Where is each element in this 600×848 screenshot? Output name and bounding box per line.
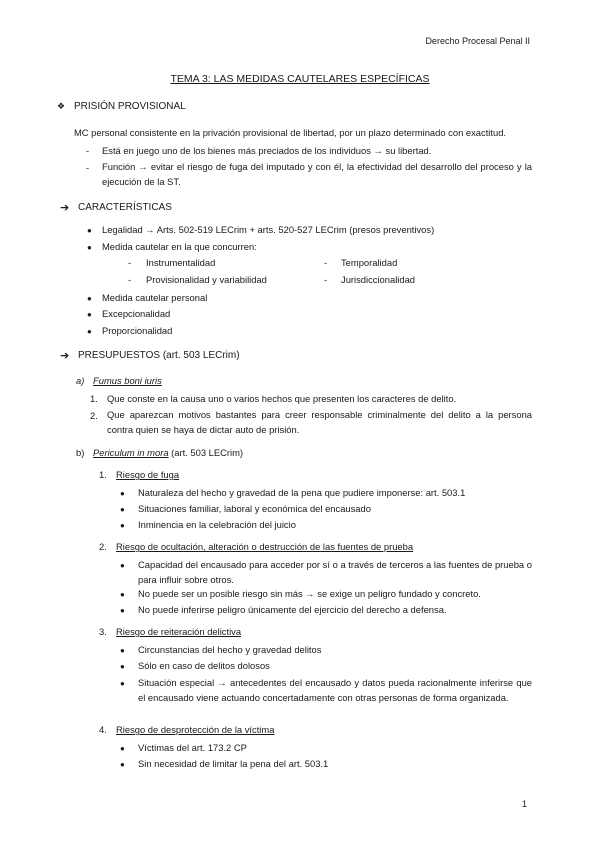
bullet-icon: ●: [87, 226, 92, 235]
list-item: Medida cautelar personal: [102, 292, 208, 303]
list-item: Excepcionalidad: [102, 308, 171, 319]
item-number: 1.: [99, 469, 107, 480]
section-heading-prision: PRISIÓN PROVISIONAL: [74, 101, 186, 112]
dash-icon: -: [324, 257, 328, 268]
list-item: Víctimas del art. 173.2 CP: [138, 742, 247, 753]
page-number: 1: [522, 799, 528, 809]
list-item: Provisionalidad y variabilidad: [146, 274, 267, 285]
list-item: Legalidad → Arts. 502-519 LECrim + arts. 520-527 LECrim (presos preventivos): [102, 224, 435, 235]
dash-icon: -: [86, 145, 90, 156]
bullet-icon: ●: [120, 521, 125, 530]
bullet-icon: ●: [120, 646, 125, 655]
item-number: 3.: [99, 626, 107, 637]
list-item: Naturaleza del hecho y gravedad de la pena que pudiere imponerse: art. 503.1: [138, 487, 466, 498]
list-item: Sin necesidad de limitar la pena del art. 503.1: [138, 758, 329, 769]
bullet-icon: ●: [87, 294, 92, 303]
item-number: 2.: [90, 410, 98, 421]
periculum-ref: (art. 503 LECrim): [168, 447, 244, 458]
bullet-icon: ●: [120, 606, 125, 615]
periculum-title: Periculum in mora: [93, 447, 169, 458]
dash-icon: -: [324, 274, 328, 285]
bullet-icon: ●: [120, 489, 125, 498]
list-item: Sólo en caso de delitos dolosos: [138, 660, 270, 671]
arrow-icon: ➔: [60, 202, 70, 214]
section-heading-caracteristicas: CARACTERÍSTICAS: [78, 202, 172, 213]
bullet-icon: ●: [120, 561, 125, 570]
item-number: 2.: [99, 541, 107, 552]
list-item: Circunstancias del hecho y gravedad delitos: [138, 644, 322, 655]
item-number: 4.: [99, 724, 107, 735]
header-course: Derecho Procesal Penal II: [425, 36, 530, 46]
bullet-icon: ●: [120, 662, 125, 671]
riesgo-title: Riesgo de desprotección de la víctima: [116, 724, 275, 735]
list-item: Capacidad del encausado para acceder por sí o a través de terceros a las fuentes de prueba o para influir sobre otros.: [138, 559, 532, 585]
bullet-icon: ●: [120, 505, 125, 514]
list-item: No puede inferirse peligro únicamente del ejercicio del derecho a defensa.: [138, 604, 447, 615]
list-item: Instrumentalidad: [146, 257, 216, 268]
list-item: Función → evitar el riesgo de fuga del imputado y con él, la efectividad del desarrollo del proceso y la ejecución de la ST.: [102, 161, 532, 187]
subsection-label: b): [76, 447, 85, 458]
subsection-title-periculum: [93, 447, 243, 458]
list-item: Proporcionalidad: [102, 325, 173, 336]
list-item: Inminencia en la celebración del juicio: [138, 519, 296, 530]
bullet-icon: ●: [120, 760, 125, 769]
list-item: Situación especial → antecedentes del encausado y datos pueda racionalmente inferirse que el encausado viene actuando concertadamente con otras personas de forma organizada.: [138, 677, 532, 703]
list-item: Que conste en la causa uno o varios hechos que presenten los caracteres de delito.: [107, 393, 457, 404]
dash-icon: -: [128, 274, 132, 285]
bullet-icon: ●: [120, 679, 125, 688]
page-title: TEMA 3: LAS MEDIDAS CAUTELARES ESPECÍFICAS: [170, 73, 430, 85]
list-item: Temporalidad: [341, 257, 398, 268]
riesgo-title: Riesgo de reiteración delictiva: [116, 626, 242, 637]
bullet-icon: ●: [120, 744, 125, 753]
bullet-icon: ●: [87, 243, 92, 252]
list-item: Medida cautelar en la que concurren:: [102, 241, 257, 252]
section-marker-icon: ❖: [57, 101, 66, 111]
list-item: Que aparezcan motivos bastantes para creer responsable criminalmente del delito a la persona contra quien se haya de dictar auto de prisión.: [107, 409, 532, 435]
arrow-icon: ➔: [60, 350, 70, 362]
subsection-label: a): [76, 375, 85, 386]
item-number: 1.: [90, 393, 98, 404]
riesgo-title: Riesgo de fuga: [116, 469, 180, 480]
list-item: Está en juego uno de los bienes más preciados de los individuos → su libertad.: [102, 145, 432, 156]
section-heading-presupuestos: PRESUPUESTOS (art. 503 LECrim): [78, 350, 240, 361]
intro-text: MC personal consistente en la privación provisional de libertad, por un plazo determinado con exactitud.: [74, 127, 507, 138]
bullet-icon: ●: [87, 310, 92, 319]
list-item: No puede ser un posible riesgo sin más → se exige un peligro fundado y concreto.: [138, 588, 481, 599]
bullet-icon: ●: [87, 327, 92, 336]
list-item: Jurisdiccionalidad: [341, 274, 415, 285]
riesgo-title: Riesgo de ocultación, alteración o destrucción de las fuentes de prueba: [116, 541, 414, 552]
subsection-title-fumus: Fumus boni iuris: [93, 375, 162, 386]
dash-icon: -: [86, 162, 90, 173]
dash-icon: -: [128, 257, 132, 268]
list-item: Situaciones familiar, laboral y económica del encausado: [138, 503, 371, 514]
bullet-icon: ●: [120, 590, 125, 599]
